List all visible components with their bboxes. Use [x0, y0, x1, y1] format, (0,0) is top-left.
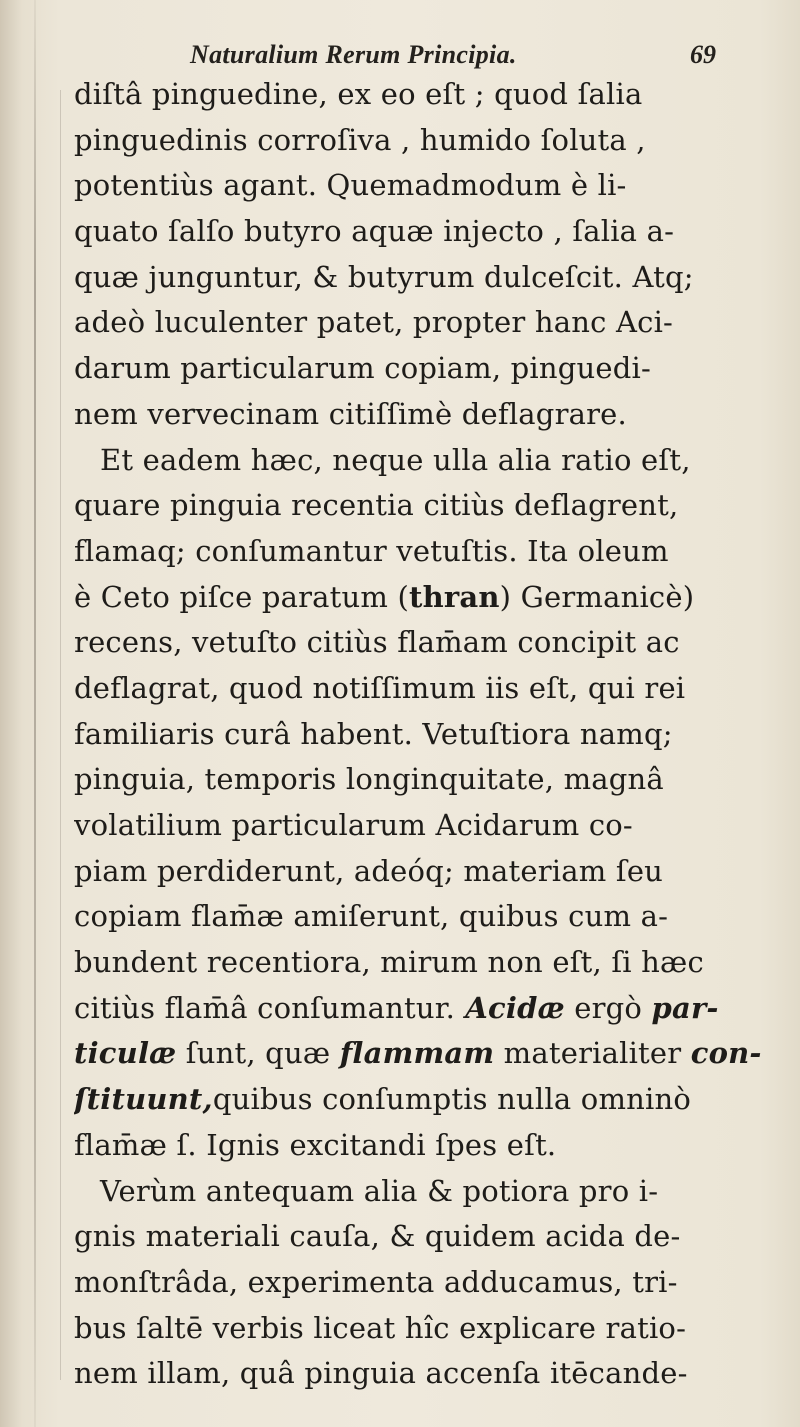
body-text [74, 72, 774, 1397]
text-line: deflagrat, quod notiſſimum iis eſt, qui rei [74, 670, 686, 705]
paragraph-start-line: Et eadem hæc, neque ulla alia ratio eſt, [100, 442, 691, 477]
blackletter-word: thran [409, 579, 500, 614]
text-segment: è Ceto piſce paratum ( [74, 579, 410, 614]
running-head [0, 26, 800, 76]
text-line: flam̄æ ſ. Ignis excitandi ſpes eſt. [74, 1127, 557, 1162]
paragraph-start-line: Verùm antequam alia & potiora pro i- [100, 1173, 659, 1208]
text-line: diſtâ pinguedine, ex eo eſt ; quod ſalia [74, 77, 643, 111]
binding-gutter [34, 0, 36, 1427]
italic-term: Acidæ [455, 990, 565, 1025]
text-line: adeò luculenter patet, propter hanc Aci- [74, 305, 674, 340]
italic-term: flammam [339, 1036, 495, 1071]
text-line: quare pinguia recentia citiùs deflagrent, [74, 488, 679, 523]
italic-term: ticulæ [74, 1036, 177, 1071]
text-line: pinguedinis corroſiva , humido ſoluta , [74, 122, 646, 157]
text-line [74, 575, 774, 621]
text-line: monſtrâda, experimenta adducamus, tri- [74, 1264, 678, 1299]
text-line: quato ſalſo butyro aquæ injecto , ſalia a- [74, 214, 675, 249]
text-segment: quibus conſumptis nulla omninò [212, 1082, 692, 1117]
text-line: familiaris curâ habent. Vetuſtiora namq; [74, 716, 673, 751]
italic-term: par- [651, 990, 719, 1025]
text-line: potentiùs agant. Quemadmodum è li- [74, 168, 627, 203]
text-line: nem illam, quâ pinguia accenſa itēcande- [74, 1356, 688, 1391]
text-line: bus ſaltē verbis liceat hîc explicare ratio- [74, 1310, 687, 1345]
text-segment: materialiter [494, 1036, 691, 1071]
text-line: piam perdiderunt, adeóq; materiam ſeu [74, 853, 664, 888]
text-segment: ergò [564, 990, 652, 1025]
text-line: copiam flam̄æ amiſerunt, quibus cum a- [74, 899, 669, 934]
text-line [74, 1031, 774, 1077]
page-number: 69 [690, 40, 716, 69]
text-segment: ) Germanicè) [499, 579, 695, 614]
text-line: quæ junguntur, & butyrum dulceſcit. Atq; [74, 259, 694, 294]
text-line: bundent recentiora, mirum non eſt, ſi hæc [74, 945, 704, 980]
margin-rule [60, 90, 61, 1380]
italic-term: con- [690, 1036, 762, 1071]
text-line [74, 1077, 774, 1123]
text-line: darum particularum copiam, pinguedi- [74, 351, 652, 386]
text-segment: ſunt, quæ [176, 1036, 340, 1071]
text-line [74, 986, 774, 1032]
italic-term: ſtituunt, [74, 1082, 213, 1117]
running-title: Naturalium Rerum Principia. [190, 40, 517, 69]
text-line: gnis materiali cauſa, & quidem acida de- [74, 1219, 681, 1254]
text-line: recens, vetuſto citiùs flam̄am concipit ac [74, 625, 680, 660]
text-line: pinguia, temporis longinquitate, magnâ [74, 762, 664, 797]
text-segment: citiùs flam̄â conſumantur. [74, 990, 456, 1025]
text-line: nem vervecinam citiſſimè deflagrare. [74, 396, 627, 431]
text-line: volatilium particularum Acidarum co- [74, 808, 633, 842]
text-line: flamaq; conſumantur vetuſtis. Ita oleum [74, 533, 669, 568]
